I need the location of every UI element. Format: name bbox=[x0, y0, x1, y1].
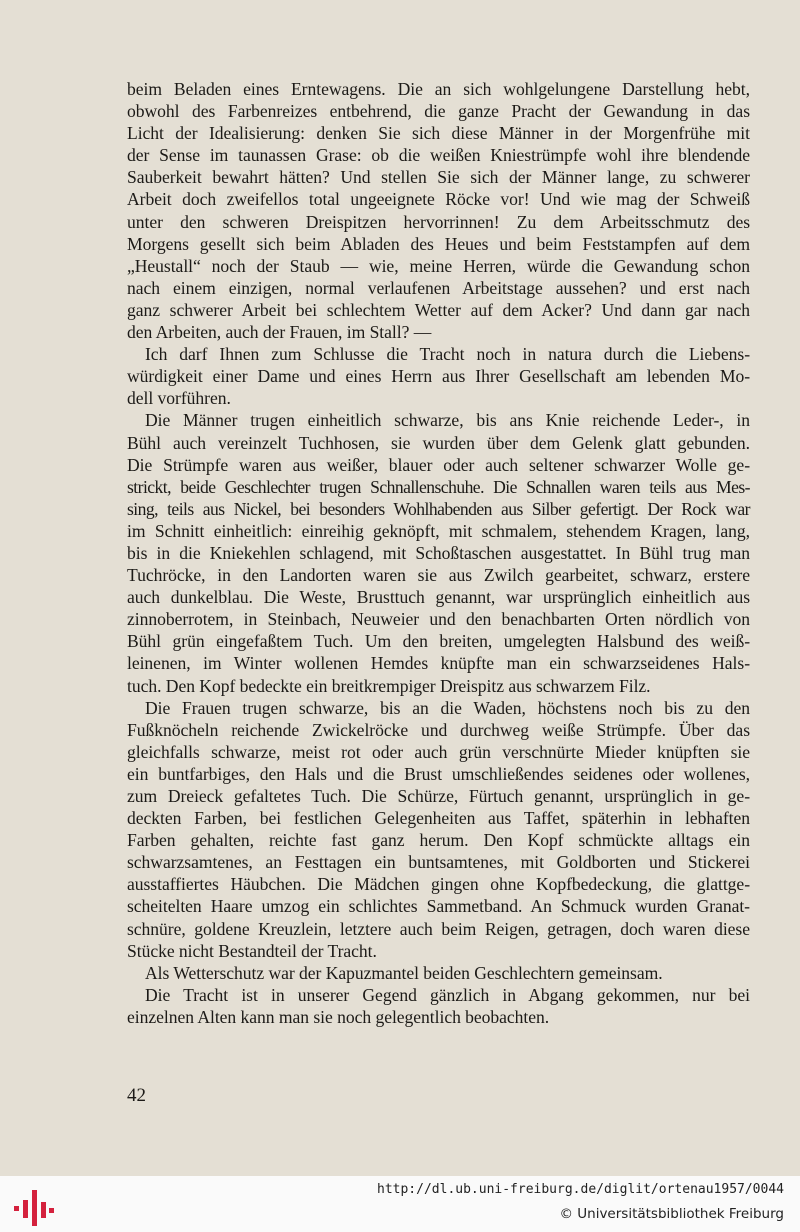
text-line: ein buntfarbiges, den Hals und die Brust umschließendes seidenes oder wollenes, bbox=[127, 763, 750, 784]
text-line: scheitelten Haare umzog ein schlichtes Sammetband. An Schmuck wurden Granat- bbox=[127, 896, 750, 917]
text-line: Ich darf Ihnen zum Schlusse die Tracht noch in natura durch die Liebens- bbox=[145, 344, 750, 365]
body-text bbox=[127, 78, 750, 1028]
text-line: beim Beladen eines Erntewagens. Die an sich wohlgelungene Darstellung hebt, bbox=[127, 79, 750, 99]
text-line: Bühl grün eingefaßtem Tuch. Um den breiten, umgelegten Halsbund des weiß- bbox=[127, 631, 750, 652]
text-line: der Sense im taunassen Grase: ob die weißen Kniestrümpfe wohl ihre blendende bbox=[127, 145, 750, 166]
text-line: Arbeit doch zweifellos total ungeeignete Röcke vor! Und wie mag der Schweiß bbox=[127, 189, 750, 210]
text-line: schwarzsamtenes, an Festtagen ein buntsamtenes, mit Goldborten und Stickerei bbox=[127, 852, 750, 873]
text-line: dell vorführen. bbox=[127, 388, 231, 409]
text-line: obwohl des Farbenreizes entbehrend, die ganze Pracht der Gewandung in das bbox=[127, 101, 750, 122]
text-line: zum Dreieck gefaltetes Tuch. Die Schürze, Fürtuch genannt, ursprünglich in ge- bbox=[127, 786, 750, 806]
text-line: Als Wetterschutz war der Kapuzmantel beiden Geschlechtern gemeinsam. bbox=[145, 962, 663, 983]
text-line: nach einem einzigen, normal verlaufenen Arbeitstage aussehen? und erst nach bbox=[127, 277, 750, 298]
text-line: Morgens gesellt sich beim Abladen des Heues und beim Feststampfen auf dem bbox=[127, 233, 750, 254]
text-line: Sauberkeit bewahrt hätten? Und stellen Sie sich der Männer lange, zu schwerer bbox=[127, 167, 750, 188]
copyright-notice: © Universitätsbibliothek Freiburg bbox=[559, 1206, 784, 1222]
text-line: einzelnen Alten kann man sie noch gelegentlich beobachten. bbox=[127, 1006, 550, 1027]
text-line: Fußknöcheln reichende Zwickelröcke und durchweg weiße Strümpfe. Über das bbox=[127, 719, 750, 740]
text-line: zinnoberrotem, in Steinbach, Neuweier und den benachbarten Orten nördlich von bbox=[127, 609, 750, 630]
text-line: „Heustall“ noch der Staub — wie, meine Herren, würde die Gewandung schon bbox=[127, 255, 750, 276]
text-line: leinenen, im Winter wollenen Hemdes knüpfte man ein schwarzseidenes Hals- bbox=[127, 653, 750, 674]
text-line: Farben gehalten, reichte fast ganz herum. Den Kopf schmückte alltags ein bbox=[127, 830, 750, 851]
text-line: Die Männer trugen einheitlich schwarze, bis ans Knie reichende Leder-, in bbox=[145, 410, 750, 431]
text-line: den Arbeiten, auch der Frauen, im Stall? — bbox=[127, 322, 432, 343]
text-line: bis in die Kniekehlen schlagend, mit Schoßtaschen ausgestattet. In Bühl trug man bbox=[127, 542, 750, 563]
text-line: schnüre, goldene Kreuzlein, letztere auch beim Reigen, getragen, doch waren diese bbox=[127, 918, 750, 939]
text-line: würdigkeit einer Dame und eines Herrn aus Ihrer Gesellschaft am lebenden Mo- bbox=[127, 366, 750, 387]
viewer-footer bbox=[0, 1176, 800, 1232]
text-line: ganz schwerer Arbeit bei schlechtem Wetter auf dem Acker? Und dann gar nach bbox=[127, 299, 750, 320]
text-line: sing, teils aus Nickel, bei besonders Wohlhabenden aus Silber gefertigt. Der Rock war bbox=[127, 498, 750, 519]
text-line: strickt, beide Geschlechter trugen Schnallenschuhe. Die Schnallen waren teils aus Mes- bbox=[127, 476, 750, 497]
text-line: Tuchröcke, in den Landorten waren sie aus Zwilch gearbeitet, schwarz, erstere bbox=[127, 565, 750, 586]
text-line: Die Strümpfe waren aus weißer, blauer oder auch seltener schwarzer Wolle ge- bbox=[127, 454, 750, 475]
ub-freiburg-logo-icon bbox=[14, 1184, 54, 1226]
text-line: Stücke nicht Bestandteil der Tracht. bbox=[127, 940, 377, 961]
text-line: Licht der Idealisierung: denken Sie sich diese Männer in der Morgenfrühe mit bbox=[127, 123, 750, 144]
text-line: auch dunkelblau. Die Weste, Brusttuch genannt, war ursprünglich einheitlich aus bbox=[127, 587, 750, 608]
source-url-link[interactable]: http://dl.ub.uni-freiburg.de/diglit/ortenau1957/0044 bbox=[377, 1182, 784, 1197]
text-line: Bühl auch vereinzelt Tuchhosen, sie wurden über dem Gelenk glatt gebunden. bbox=[127, 432, 750, 453]
text-line: Die Frauen trugen schwarze, bis an die Waden, höchstens noch bis zu den bbox=[145, 697, 750, 718]
text-line: unter den schweren Dreispitzen hervorrinnen! Zu dem Arbeitsschmutz des bbox=[127, 211, 750, 232]
text-line: gleichfalls schwarze, meist rot oder auch grün verschnürte Mieder knüpften sie bbox=[127, 741, 750, 762]
text-line: deckten Farben, bei festlichen Gelegenheiten aus Taffet, späterhin in lebhaften bbox=[127, 808, 750, 829]
text-line: im Schnitt einheitlich: einreihig geknöpft, mit schmalem, stehendem Kragen, lang, bbox=[127, 520, 750, 541]
page-number: 42 bbox=[127, 1085, 146, 1106]
text-line: tuch. Den Kopf bedeckte ein breitkrempiger Dreispitz aus schwarzem Filz. bbox=[127, 675, 651, 696]
text-line: Die Tracht ist in unserer Gegend gänzlich in Abgang gekommen, nur bei bbox=[145, 984, 750, 1005]
text-line: ausstaffiertes Häubchen. Die Mädchen gingen ohne Kopfbedeckung, die glattge- bbox=[127, 874, 750, 895]
